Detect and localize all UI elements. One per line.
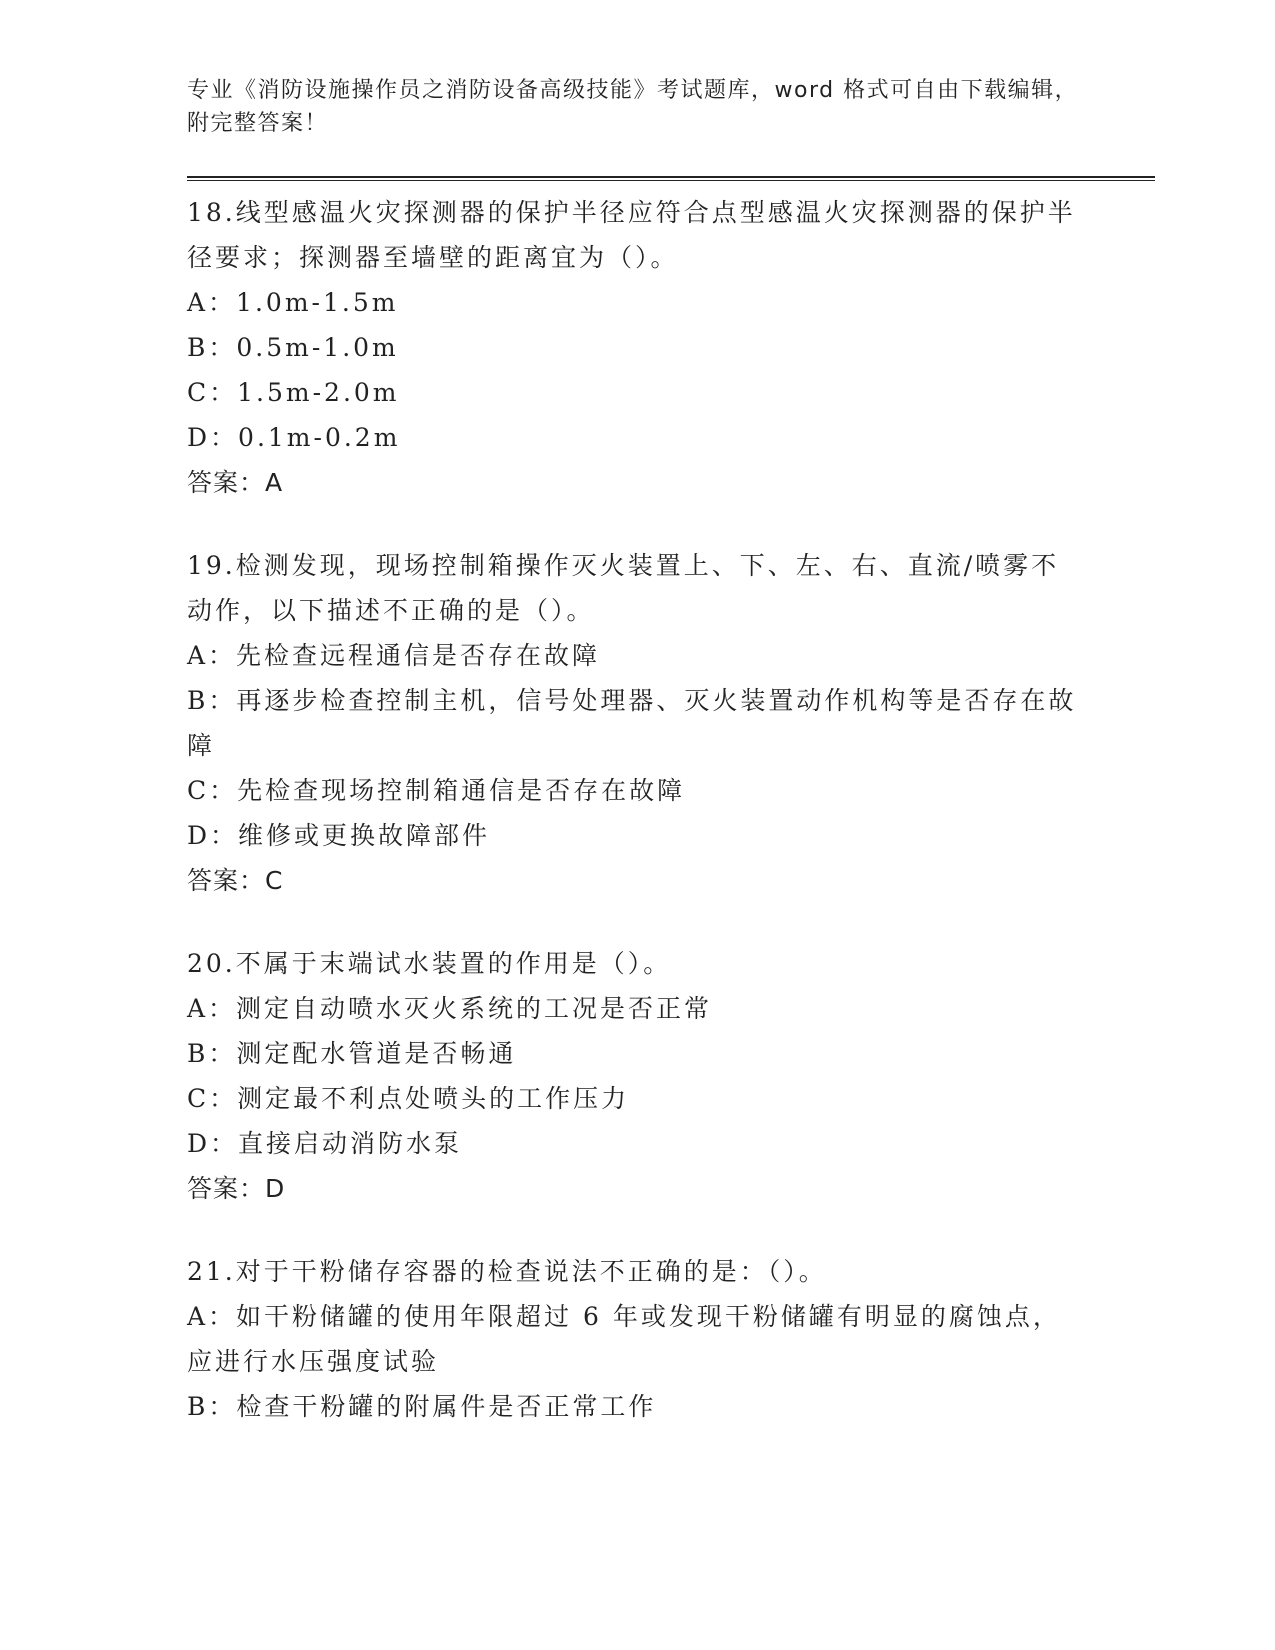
option-b: B：测定配水管道是否畅通 <box>187 1039 517 1068</box>
question-stem: 18.线型感温火灾探测器的保护半径应符合点型感温火灾探测器的保护半径要求；探测器至墙壁的距离宜为（）。 <box>187 198 1076 272</box>
option-a: A：1.0m-1.5m <box>187 288 399 317</box>
option-c: C：先检查现场控制箱通信是否存在故障 <box>187 776 686 805</box>
header-divider <box>187 176 1155 181</box>
answer: 答案：C <box>187 866 284 895</box>
answer: 答案：D <box>187 1174 286 1203</box>
option-a: A：测定自动喷水灭火系统的工况是否正常 <box>187 994 713 1023</box>
option-c: C：测定最不利点处喷头的工作压力 <box>187 1084 630 1113</box>
question-21 <box>187 1249 1087 1429</box>
option-b: B：检查干粉罐的附属件是否正常工作 <box>187 1392 657 1421</box>
option-c: C：1.5m-2.0m <box>187 378 400 407</box>
question-19 <box>187 543 1087 903</box>
question-20 <box>187 941 1087 1211</box>
option-d: D：维修或更换故障部件 <box>187 821 491 850</box>
option-a: A：先检查远程通信是否存在故障 <box>187 641 601 670</box>
question-list <box>187 190 1087 1467</box>
option-d: D：0.1m-0.2m <box>187 423 401 452</box>
option-d: D：直接启动消防水泵 <box>187 1129 463 1158</box>
question-18 <box>187 190 1087 505</box>
option-b: B：0.5m-1.0m <box>187 333 399 362</box>
answer: 答案：A <box>187 468 284 497</box>
document-header: 专业《消防设施操作员之消防设备高级技能》考试题库，word 格式可自由下载编辑，附完整答案！ <box>187 78 1079 136</box>
option-a: A：如干粉储罐的使用年限超过 6 年或发现干粉储罐有明显的腐蚀点，应进行水压强度试验 <box>187 1302 1061 1376</box>
option-b: B：再逐步检查控制主机，信号处理器、灭火装置动作机构等是否存在故障 <box>187 686 1077 760</box>
question-stem: 21.对于干粉储存容器的检查说法不正确的是：（）。 <box>187 1257 827 1286</box>
question-stem: 20.不属于末端试水装置的作用是（）。 <box>187 949 672 978</box>
question-stem: 19.检测发现，现场控制箱操作灭火装置上、下、左、右、直流/喷雾不动作，以下描述不正确的是（）。 <box>187 551 1060 625</box>
